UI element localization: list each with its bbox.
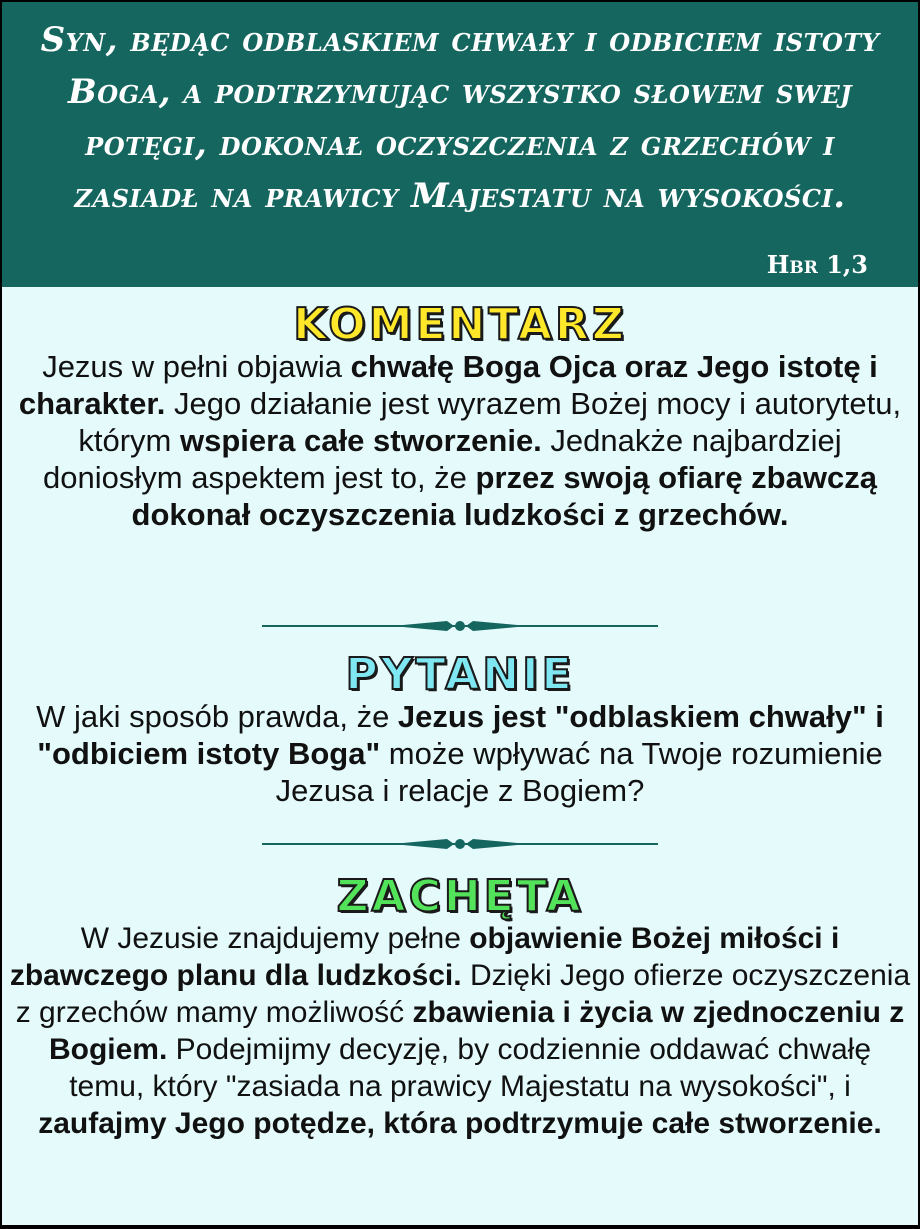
emphasis-text: przez swoją ofiarę zbawczą dokonał oczyszczenia ludzkości z grzechów. bbox=[131, 460, 877, 532]
body-text-run: W Jezusie znajdujemy pełne bbox=[80, 922, 470, 955]
body-text-run: W jaki sposób prawda, że bbox=[36, 699, 398, 734]
divider-2 bbox=[262, 836, 658, 852]
emphasis-text: chwałę Boga Ojca oraz Jego istotę i charakter. bbox=[18, 349, 878, 421]
body-text-run: Jego działanie jest wyrazem Bożej mocy i autorytetu, którym bbox=[78, 386, 902, 458]
pytanie-text bbox=[2, 698, 918, 809]
page bbox=[2, 2, 918, 1225]
emphasis-text: objawienie Bożej miłości i zbawczego planu dla ludzkości. bbox=[9, 922, 840, 992]
emphasis-text: Jezus jest "odblaskiem chwały" i "odbiciem istoty Boga" bbox=[37, 699, 884, 771]
pytanie-section bbox=[2, 649, 918, 809]
body-text-run: Dzięki Jego ofierze oczyszczenia z grzechów mamy możliwość bbox=[15, 959, 911, 1029]
komentarz-heading: KOMENTARZ bbox=[293, 299, 627, 350]
zacheta-section bbox=[2, 871, 918, 1142]
komentarz-section bbox=[2, 299, 918, 533]
zacheta-text bbox=[2, 920, 918, 1142]
body-text-run: Podejmijmy decyzję, by codziennie oddawać chwałę temu, który "zasiada na prawicy Majestatu na wysokości", i bbox=[69, 1033, 872, 1103]
emphasis-text: wspiera całe stworzenie. bbox=[179, 423, 542, 458]
emphasis-text: zaufajmy Jego potędze, która podtrzymuje całe stworzenie. bbox=[38, 1107, 882, 1140]
zacheta-heading: ZACHĘTA bbox=[336, 871, 584, 922]
verse-text: Syn, będąc odblaskiem chwały i odbiciem istoty Boga, a podtrzymując wszystko słowem swej potęgi, dokonał oczyszczenia z grzechów i zasiadł na prawicy Majestatu na wysokości. bbox=[40, 20, 880, 216]
verse-reference: Hbr 1,3 bbox=[766, 250, 868, 279]
pytanie-heading: PYTANIE bbox=[345, 649, 575, 700]
divider-1 bbox=[262, 618, 658, 634]
body-text-run: Jednakże najbardziej doniosłym aspektem jest to, że bbox=[43, 423, 842, 495]
verse-header bbox=[2, 2, 918, 287]
body-text-run: Jezus w pełni objawia bbox=[42, 349, 351, 384]
komentarz-text bbox=[2, 348, 918, 533]
emphasis-text: zbawienia i życia w zjednoczeniu z Bogiem. bbox=[48, 996, 905, 1066]
body-text-run: może wpływać na Twoje rozumienie Jezusa i relacje z Bogiem? bbox=[275, 736, 883, 808]
